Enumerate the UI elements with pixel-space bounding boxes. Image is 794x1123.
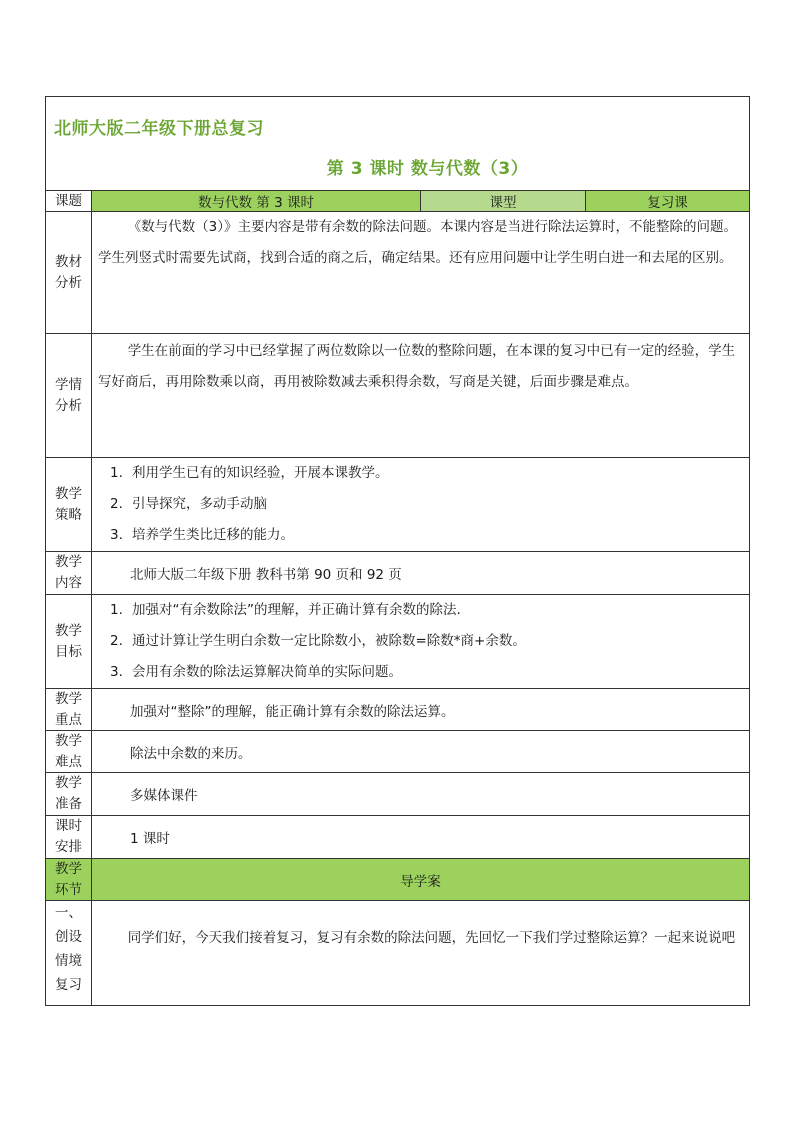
section1-text: 同学们好，今天我们接着复习，复习有余数的除法问题，先回忆一下我们学过整除运算？一起来说说吧 (127, 930, 736, 946)
label-line: 复习 (55, 977, 82, 993)
goals-content (92, 595, 749, 688)
list-item: 2. 通过计算让学生明白余数一定比除数小，被除数=除数*商+余数。 (110, 633, 526, 649)
goals-label (46, 595, 92, 688)
label-line: 内容 (55, 575, 82, 591)
section1-label (46, 901, 92, 1005)
label-line: 教学 (55, 860, 82, 877)
content-row (46, 552, 749, 595)
label-line: 教学 (55, 554, 82, 570)
lesson-title: 第 3 课时 数与代数（3） (326, 159, 529, 179)
label-line: 教学 (55, 690, 82, 707)
key-points-row (46, 689, 749, 731)
preparation-row (46, 773, 749, 816)
label-line: 情境 (55, 953, 82, 969)
label-line: 创设 (55, 929, 82, 945)
schedule-row (46, 816, 749, 859)
label-line: 教学 (55, 485, 82, 502)
section1-row (46, 901, 749, 1006)
list-item: 3. 会用有余数的除法运算解决简单的实际问题。 (110, 664, 402, 680)
difficulties-label (46, 731, 92, 772)
label-line: 教学 (55, 622, 82, 639)
textbook-analysis-label (46, 212, 92, 333)
label-line: 环节 (55, 881, 82, 898)
list-item: 1. 利用学生已有的知识经验，开展本课教学。 (110, 465, 389, 481)
difficulties-row (46, 731, 749, 773)
goals-row (46, 595, 749, 689)
key-points-label (46, 689, 92, 730)
label-line: 目标 (55, 643, 82, 660)
preparation-label (46, 773, 92, 815)
topic-value: 数与代数 第 3 课时 (92, 191, 421, 211)
strategy-list (98, 458, 743, 551)
schedule-label (46, 816, 92, 858)
topic-label: 课题 (46, 191, 92, 211)
label-line: 重点 (55, 711, 82, 728)
header-block (46, 97, 749, 191)
strategy-label (46, 458, 92, 551)
list-item: 2. 引导探究，多动手动脑 (110, 496, 267, 512)
label-line: 难点 (55, 753, 82, 770)
label-line: 教材 (55, 253, 82, 270)
stage-row (46, 859, 749, 901)
label-line: 课时 (55, 818, 82, 834)
label-line: 教学 (55, 775, 82, 791)
label-line: 策略 (55, 506, 82, 523)
content-label (46, 552, 92, 594)
label-line: 分析 (55, 274, 82, 291)
label-line: 分析 (55, 397, 82, 414)
goals-list (98, 595, 743, 688)
student-analysis-row (46, 334, 749, 458)
list-item: 1. 加强对“有余数除法”的理解，并正确计算有余数的除法. (110, 602, 461, 618)
student-analysis-label (46, 334, 92, 457)
textbook-analysis-text: 《数与代数（3）》主要内容是带有余数的除法问题。本课内容是当进行除法运算时，不能整除的问题。学生列竖式时需要先试商，找到合适的商之后，确定结果。还有应用问题中让学生明白进一和去尾的区别。 (98, 219, 738, 266)
stage-label (46, 859, 92, 900)
preparation-text: 多媒体课件 (130, 788, 198, 804)
lesson-plan-table (45, 96, 750, 1006)
student-analysis-text: 学生在前面的学习中已经掌握了两位数除以一位数的整除问题，在本课的复习中已有一定的经验，学生写好商后，再用除数乘以商，再用被除数减去乘积得余数，写商是关键，后面步骤是难点。 (98, 343, 736, 390)
type-label: 课型 (421, 191, 586, 211)
label-line: 教学 (55, 732, 82, 749)
series-title: 北师大版二年级下册总复习 (54, 119, 264, 139)
schedule-text: 1 课时 (130, 831, 170, 847)
label-line: 安排 (55, 839, 82, 855)
strategy-row (46, 458, 749, 552)
label-line: 准备 (55, 796, 82, 812)
difficulties-text: 除法中余数的来历。 (130, 745, 252, 762)
strategy-content (92, 458, 749, 551)
list-item: 3. 培养学生类比迁移的能力。 (110, 527, 294, 543)
textbook-analysis-row (46, 212, 749, 334)
topic-row (46, 191, 749, 212)
guide-header: 导学案 (92, 859, 749, 900)
key-points-text: 加强对“整除”的理解，能正确计算有余数的除法运算。 (130, 703, 455, 720)
type-value: 复习课 (586, 191, 749, 211)
content-text: 北师大版二年级下册 教科书第 90 页和 92 页 (130, 567, 402, 583)
label-line: 学情 (55, 376, 82, 393)
label-line: 一、 (55, 905, 82, 921)
